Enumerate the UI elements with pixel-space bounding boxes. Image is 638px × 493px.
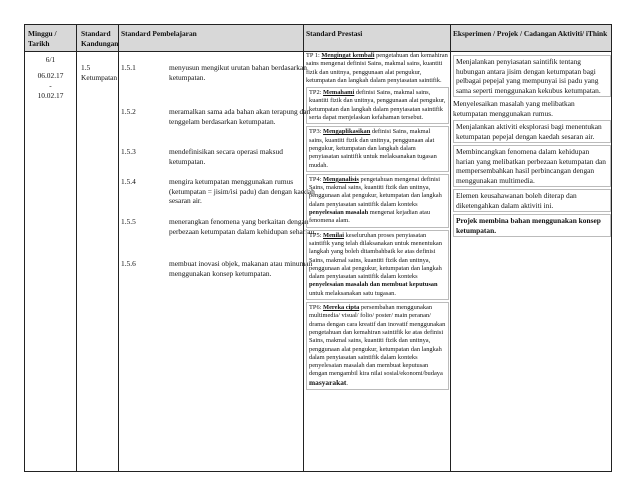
column-divider <box>450 25 451 471</box>
tp4-block <box>306 174 449 228</box>
learning-standard-item <box>121 147 301 177</box>
tp6-block <box>306 302 449 390</box>
activities-list <box>453 53 611 239</box>
tp6-keyword: Mereka cipta <box>323 304 360 312</box>
tp2-label: TP2: <box>309 89 324 97</box>
column-divider <box>303 25 304 471</box>
tp2-keyword: Memahami <box>323 89 355 97</box>
tp3-text: definisi Sains, makmal sains, kuantiti fizik dan unitnya, penggunaan alat pengukur, ketumpatan dan langkah dalam penyiasatan saintifik untuk melaksanakan tugasan mudah. <box>309 128 437 169</box>
learning-standard-text: mengira ketumpatan menggunakan rumus (ketumpatan = jisim/isi padu) dan dengan kaedah sesaran air. <box>169 177 315 206</box>
tp4-keyword-2: penyelesaian masalah <box>309 209 369 217</box>
learning-standard-number: 1.5.2 <box>121 107 136 116</box>
date-separator: - <box>49 81 52 90</box>
tp5-text-end: untuk melaksanakan satu tugasan. <box>309 289 396 297</box>
activity-item: Menjalankan aktiviti eksplorasi bagi menentukan ketumpatan pepejal dengan kaedah sesaran air. <box>453 120 611 143</box>
learning-standard-text: menerangkan fenomena yang berkaitan dengan perbezaan ketumpatan dalam kehidupan seharian. <box>169 217 317 236</box>
tp1-text: pengetahuan dan kemahiran sains mengenai definisi Sains, makmal sains, kuantiti fizik dan unitnya, penggunaan alat pengukur, ketumpatan dan langkah dalam penyiasatan saintifik. <box>306 52 448 84</box>
learning-standard-number: 1.5.6 <box>121 259 136 268</box>
tp5-keyword: Menilai <box>323 231 344 239</box>
tp1-label: TP 1: <box>306 52 322 59</box>
tp6-label: TP6: <box>309 304 324 312</box>
content-standard-code: 1.5 <box>81 63 91 72</box>
date-from: 06.02.17 <box>37 71 64 80</box>
tp4-keyword: Menganalisis <box>323 175 359 183</box>
performance-standard-list <box>306 52 449 392</box>
learning-standard-item <box>121 259 313 299</box>
week-date-cell <box>25 55 76 101</box>
learning-standard-text: menyusun mengikut urutan bahan berdasarkan ketumpatan. <box>169 63 307 82</box>
learning-standard-number: 1.5.5 <box>121 217 136 226</box>
tp5-keyword-2: penyelesaian masalah dan membuat keputusan <box>309 281 438 289</box>
date-to: 10.02.17 <box>37 91 64 100</box>
tp1-block <box>306 52 449 85</box>
week-number: 6/1 <box>45 55 56 64</box>
learning-standard-text: mendefinisikan secara operasi maksud ketumpatan. <box>169 147 283 166</box>
tp4-label: TP4: <box>309 175 324 183</box>
tp3-label: TP3: <box>309 128 324 136</box>
tp2-text: definisi Sains, makmal sains, kuantiti fizik dan unitnya, penggunaan alat pengukur, ketumpatan dan langkah dalam penyiasatan saintifik serta dapat menjelaskan kefahaman tersebut. <box>309 89 446 122</box>
tp3-block <box>306 126 449 171</box>
learning-standard-item <box>121 107 311 147</box>
learning-standard-item <box>121 177 315 217</box>
learning-standard-item <box>121 63 307 107</box>
activity-item: Membincangkan fenomena dalam kehidupan harian yang melibatkan perbezaan ketumpatan dan mempersembahkan hasil perbincangan dengan menggunakan multimedia. <box>453 145 611 187</box>
header-week-date: Minggu / Tarikh <box>28 29 57 48</box>
tp4-text: pengetahuan mengenai definisi Sains, makmal sains, kuantiti fizik dan unitnya, penggunaan alat pengukur, ketumpatan dan langkah dalam penyiasatan saintifik dalam konteks <box>309 175 442 208</box>
column-divider <box>76 25 77 471</box>
tp5-block <box>306 230 449 300</box>
header-learning-standard: Standard Pembelajaran <box>121 29 197 38</box>
tp4-text-end: mengenai kejadian atau fenomena alam. <box>309 209 431 225</box>
tp5-text: keseluruhan proses penyiasatan saintifik yang telah dilaksanakan untuk menentukan langkah yang boleh ditambahbaik ke atas definisi Sains, makmal sains, kuantiti fizik dan unitnya, penggunaan alat pengukur, ketumpatan dan langkah dalam penyiasatan saintifik dalam konteks <box>309 231 442 281</box>
activity-project: Projek membina bahan menggunakan konsep ketumpatan. <box>453 214 611 237</box>
tp6-text-end: . <box>346 379 348 387</box>
tp5-label: TP5: <box>309 231 324 239</box>
tp6-text: persembahan menggunakan multimedia/ visual/ folio/ poster/ main peranan/ drama dengan cara kreatif dan inovatif menggunakan pengetahuan dan kemahiran saintifik ke atas definisi Sains, makmal sains, kuantiti fizik dan unitnya, penggunaan alat pengukur, ketumpatan dan langkah dalam penyiasatan saintifik dalam konteks penyelesaian masalah dan membuat keputusan dengan mengambil kira nilai sosial/ekonomi/budaya <box>309 304 446 378</box>
header-content-standard: Standard Kandungan <box>81 29 119 48</box>
learning-standard-number: 1.5.4 <box>121 177 136 186</box>
lesson-plan-table <box>24 24 612 472</box>
activity-item: Elemen keusahawanan boleh diterap dan diketengahkan dalam aktiviti ini. <box>453 189 611 212</box>
header-activities: Eksperimen / Projek / Cadangan Aktiviti/ iThink <box>453 29 608 38</box>
content-standard-title: Ketumpatan <box>81 73 118 82</box>
learning-standard-number: 1.5.3 <box>121 147 136 156</box>
tp1-keyword: Mengingat kembali <box>321 52 375 59</box>
activity-item: Menjalankan penyiasatan saintifik tentang hubungan antara jisim dengan ketumpatan bagi pelbagai pepejal yang mempunyai isi padu yang sama seperti menggunakan kekubus ketumpatan. <box>453 55 611 97</box>
learning-standard-text: meramalkan sama ada bahan akan terapung dan tenggelam berdasarkan ketumpatan. <box>169 107 311 126</box>
tp2-block <box>306 87 449 124</box>
column-divider <box>118 25 119 471</box>
content-standard-cell <box>81 63 117 83</box>
header-performance-standard: Standard Prestasi <box>306 29 363 38</box>
learning-standard-number: 1.5.1 <box>121 63 136 72</box>
tp3-keyword: Mengaplikasikan <box>323 128 371 136</box>
activity-item: Menyelesaikan masalah yang melibatkan ketumpatan menggunakan rumus. <box>453 99 575 118</box>
learning-standard-text: membuat inovasi objek, makanan atau minuman menggunakan konsep ketumpatan. <box>169 259 313 278</box>
tp6-keyword-2: masyarakat <box>309 377 347 387</box>
